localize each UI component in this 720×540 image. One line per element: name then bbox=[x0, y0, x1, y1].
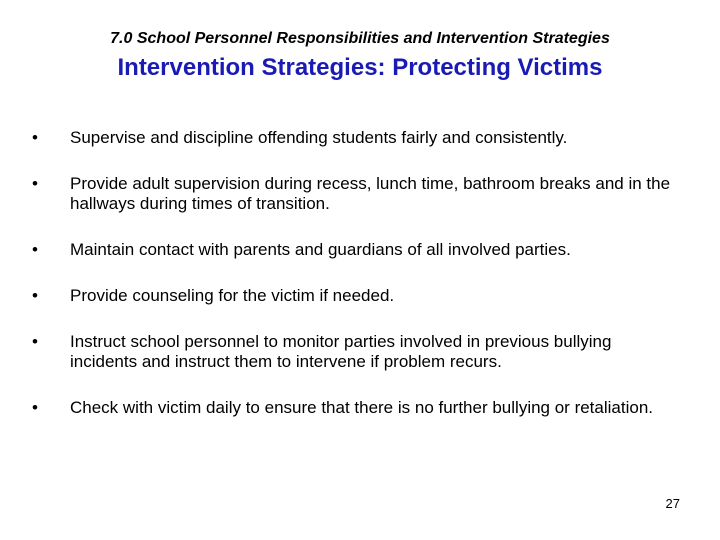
bullet-marker: • bbox=[32, 398, 38, 417]
bullet-text: Instruct school personnel to monitor parties involved in previous bullying incidents and instruct them to intervene if problem recurs. bbox=[70, 332, 612, 371]
bullet-text: Provide adult supervision during recess, lunch time, bathroom breaks and in the hallways during times of transition. bbox=[70, 174, 671, 213]
bullet-item bbox=[32, 332, 682, 372]
slide-title: Intervention Strategies: Protecting Victims bbox=[117, 54, 603, 81]
bullet-text: Provide counseling for the victim if needed. bbox=[70, 286, 395, 305]
bullet-marker: • bbox=[32, 174, 38, 193]
page-number: 27 bbox=[665, 496, 680, 511]
bullet-text: Supervise and discipline offending students fairly and consistently. bbox=[70, 128, 568, 147]
bullet-item bbox=[32, 240, 682, 260]
bullet-marker: • bbox=[32, 286, 38, 305]
bullet-marker: • bbox=[32, 128, 38, 147]
bullet-marker: • bbox=[32, 332, 38, 351]
section-supertitle: 7.0 School Personnel Responsibilities and Intervention Strategies bbox=[110, 30, 610, 47]
bullet-text: Maintain contact with parents and guardians of all involved parties. bbox=[70, 240, 571, 259]
bullet-text: Check with victim daily to ensure that there is no further bullying or retaliation. bbox=[70, 398, 653, 417]
bullet-item bbox=[32, 398, 682, 418]
bullet-item bbox=[32, 174, 682, 214]
bullet-item bbox=[32, 286, 682, 306]
bullet-marker: • bbox=[32, 240, 38, 259]
bullet-list bbox=[32, 128, 682, 444]
bullet-item bbox=[32, 128, 682, 148]
